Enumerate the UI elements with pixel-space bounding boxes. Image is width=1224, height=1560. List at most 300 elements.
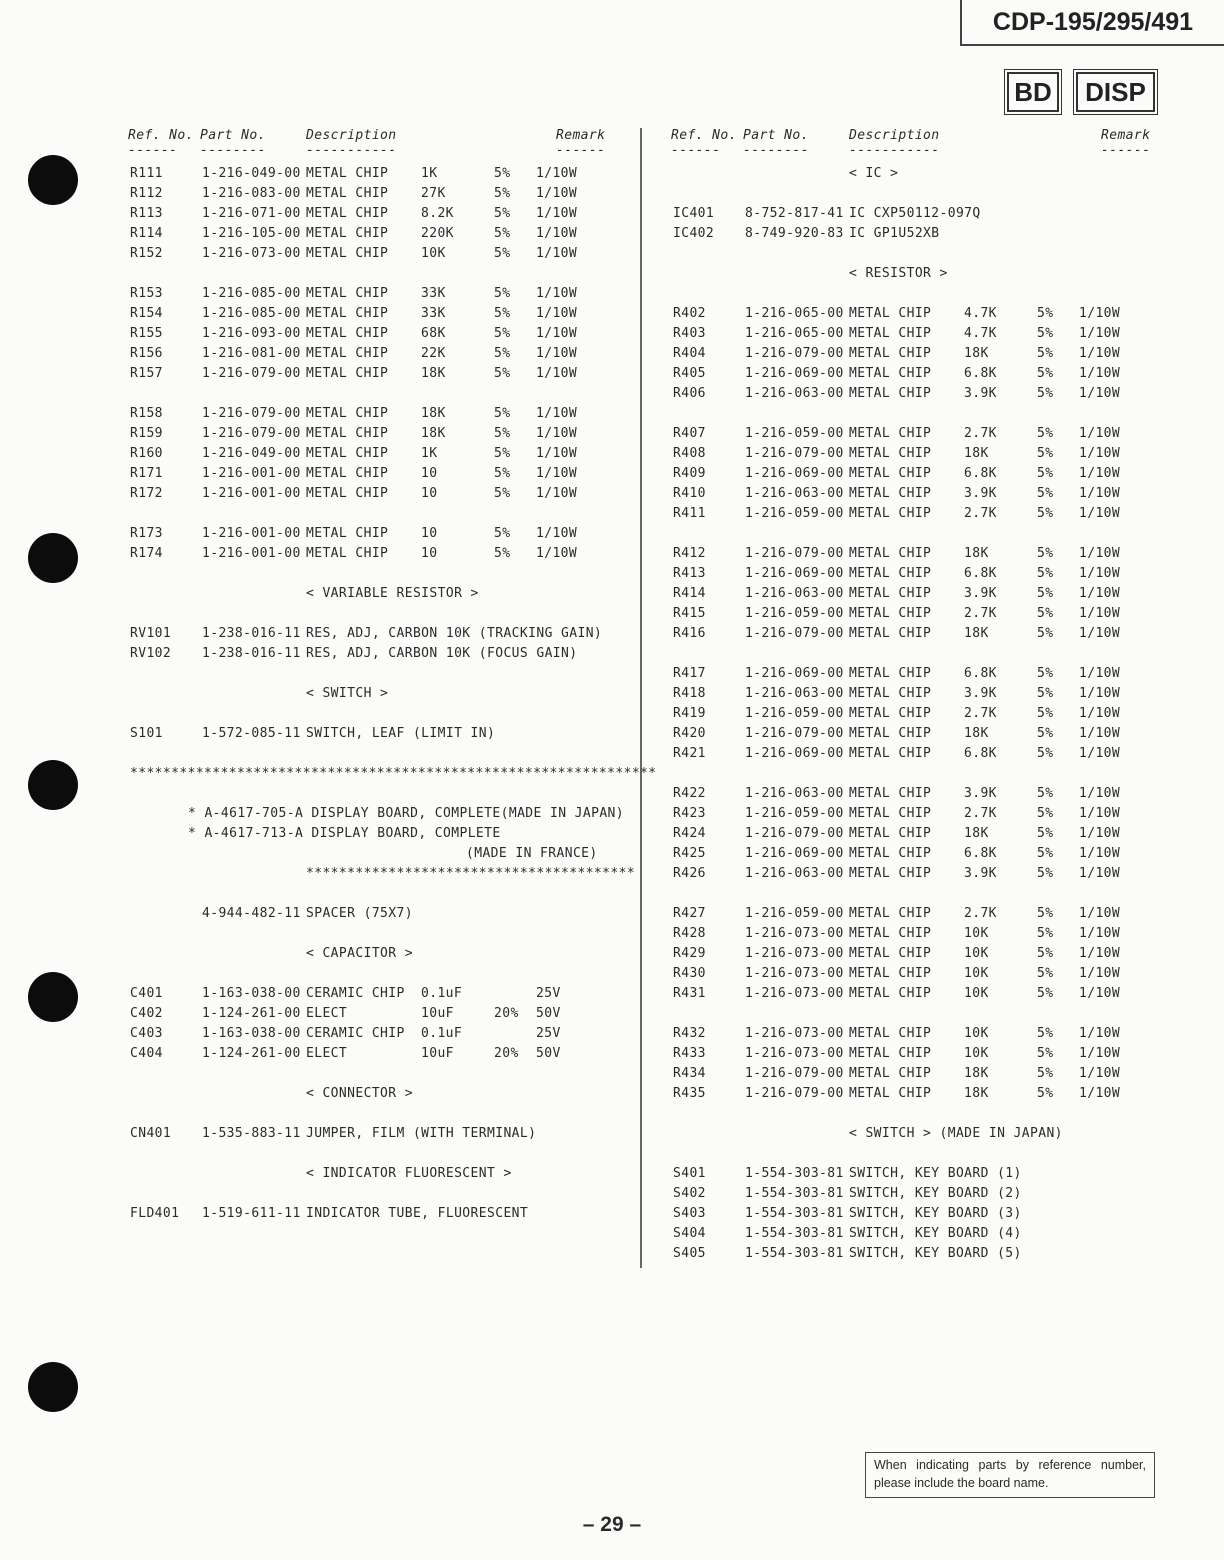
cell-ref: R411 xyxy=(673,506,706,521)
cell-desc: METAL CHIP xyxy=(306,466,389,481)
cell-desc: < CONNECTOR > xyxy=(306,1086,413,1101)
cell-part: 1-216-059-00 xyxy=(745,506,844,521)
cell-desc: < INDICATOR FLUORESCENT > xyxy=(306,1166,512,1181)
parts-row xyxy=(130,764,657,784)
parts-row xyxy=(673,224,1153,244)
parts-row xyxy=(673,304,1153,324)
cell-desc: < VARIABLE RESISTOR > xyxy=(306,586,479,601)
cell-ref: S402 xyxy=(673,1186,706,1201)
cell-ref: R414 xyxy=(673,586,706,601)
cell-t: 5% xyxy=(1037,326,1054,341)
cell-desc: METAL CHIP xyxy=(306,546,389,561)
cell-t: 5% xyxy=(1037,846,1054,861)
cell-v: 2.7K xyxy=(964,426,997,441)
cell-part: 1-216-079-00 xyxy=(745,626,844,641)
cell-ref: R412 xyxy=(673,546,706,561)
blank-row xyxy=(130,1184,620,1204)
parts-row xyxy=(673,324,1153,344)
cell-ref: R410 xyxy=(673,486,706,501)
cell-desc: METAL CHIP xyxy=(849,746,932,761)
blank-row xyxy=(673,1004,1153,1024)
cell-v: 3.9K xyxy=(964,586,997,601)
cell-ref: R408 xyxy=(673,446,706,461)
cell-v: 3.9K xyxy=(964,686,997,701)
cell-t: 5% xyxy=(494,406,511,421)
cell-v: 6.8K xyxy=(964,666,997,681)
cell-v: 18K xyxy=(964,446,989,461)
cell-part: 1-216-073-00 xyxy=(745,1026,844,1041)
cell-desc: < SWITCH > xyxy=(306,686,389,701)
cell-t: 5% xyxy=(1037,346,1054,361)
cell-v: 220K xyxy=(421,226,454,241)
cell-ref: R157 xyxy=(130,366,163,381)
cell-r: 1/10W xyxy=(1079,826,1121,841)
parts-row xyxy=(130,1204,620,1224)
cell-r: 1/10W xyxy=(1079,726,1121,741)
cell-r: 25V xyxy=(536,1026,561,1041)
blank-row xyxy=(130,704,620,724)
cell-desc: METAL CHIP xyxy=(849,946,932,961)
cell-v: 0.1uF xyxy=(421,1026,463,1041)
cell-t: 5% xyxy=(1037,906,1054,921)
blank-row xyxy=(130,1144,620,1164)
blank-row xyxy=(130,884,620,904)
header-rule: ------ xyxy=(671,143,721,158)
cell-t: 5% xyxy=(494,366,511,381)
cell-r: 1/10W xyxy=(536,346,578,361)
cell-v: 3.9K xyxy=(964,866,997,881)
cell-t: 5% xyxy=(1037,446,1054,461)
cell-r: 1/10W xyxy=(536,326,578,341)
cell-r: 1/10W xyxy=(1079,386,1121,401)
cell-v: 2.7K xyxy=(964,606,997,621)
cell-t: 5% xyxy=(494,226,511,241)
blank-row xyxy=(130,604,620,624)
cell-desc: ELECT xyxy=(306,1006,348,1021)
blank-row xyxy=(130,264,620,284)
cell-part: 1-216-063-00 xyxy=(745,866,844,881)
right-parts-list xyxy=(673,164,1153,1264)
cell-part: 1-216-073-00 xyxy=(745,966,844,981)
cell-v: 33K xyxy=(421,286,446,301)
parts-row xyxy=(130,944,620,964)
cell-desc: METAL CHIP xyxy=(849,486,932,501)
cell-desc: SWITCH, KEY BOARD (4) xyxy=(849,1226,1022,1241)
cell-desc: METAL CHIP xyxy=(849,666,932,681)
parts-row xyxy=(130,864,636,884)
cell-ref: R152 xyxy=(130,246,163,261)
cell-r: 1/10W xyxy=(1079,666,1121,681)
cell-r: 1/10W xyxy=(1079,546,1121,561)
cell-r: 1/10W xyxy=(1079,786,1121,801)
cell-desc: IC CXP50112-097Q xyxy=(849,206,981,221)
cell-part: 1-216-079-00 xyxy=(202,366,301,381)
cell-part: 1-535-883-11 xyxy=(202,1126,301,1141)
cell-t: 5% xyxy=(1037,946,1054,961)
cell-ref: R113 xyxy=(130,206,163,221)
header-remark: Remark xyxy=(556,128,606,143)
cell-v: 18K xyxy=(964,1086,989,1101)
parts-row xyxy=(673,1044,1153,1064)
parts-row xyxy=(673,384,1153,404)
cell-part: 1-216-049-00 xyxy=(202,446,301,461)
cell-v: 10 xyxy=(421,466,438,481)
cell-r: 1/10W xyxy=(536,466,578,481)
cell-part: 1-216-079-00 xyxy=(745,1066,844,1081)
parts-row xyxy=(673,444,1153,464)
parts-row xyxy=(673,1184,1153,1204)
cell-desc: METAL CHIP xyxy=(306,346,389,361)
cell-ref: C403 xyxy=(130,1026,163,1041)
cell-ref: R406 xyxy=(673,386,706,401)
cell-ref: RV101 xyxy=(130,626,172,641)
cell-r: 1/10W xyxy=(536,546,578,561)
cell-ref: R433 xyxy=(673,1046,706,1061)
parts-row xyxy=(130,284,620,304)
cell-r: 1/10W xyxy=(536,206,578,221)
parts-row xyxy=(673,464,1153,484)
cell-v: 6.8K xyxy=(964,366,997,381)
parts-row xyxy=(130,224,620,244)
cell-part: 1-519-611-11 xyxy=(202,1206,301,1221)
cell-part: 1-216-001-00 xyxy=(202,466,301,481)
page-number: – 29 – xyxy=(582,1513,642,1536)
cell-r: 1/10W xyxy=(536,426,578,441)
cell-part: 1-554-303-81 xyxy=(745,1166,844,1181)
cell-ref: R415 xyxy=(673,606,706,621)
cell-r: 1/10W xyxy=(1079,706,1121,721)
cell-ref: R413 xyxy=(673,566,706,581)
cell-part: 1-554-303-81 xyxy=(745,1206,844,1221)
cell-t: 5% xyxy=(1037,786,1054,801)
board-name-note: When indicating parts by reference number, please include the board name. xyxy=(865,1452,1155,1498)
cell-t: 5% xyxy=(1037,366,1054,381)
cell-desc: METAL CHIP xyxy=(849,306,932,321)
cell-part: 1-216-069-00 xyxy=(745,566,844,581)
cell-t: 5% xyxy=(494,486,511,501)
blank-row xyxy=(130,384,620,404)
cell-t: 5% xyxy=(1037,606,1054,621)
cell-ref: R424 xyxy=(673,826,706,841)
cell-ref: S404 xyxy=(673,1226,706,1241)
cell-v: 18K xyxy=(964,346,989,361)
cell-part: 1-554-303-81 xyxy=(745,1186,844,1201)
cell-part: 1-216-079-00 xyxy=(745,826,844,841)
parts-row xyxy=(130,844,620,864)
cell-r: 50V xyxy=(536,1006,561,1021)
cell-r: 1/10W xyxy=(1079,966,1121,981)
cell-v: 22K xyxy=(421,346,446,361)
parts-row xyxy=(673,1244,1153,1264)
cell-r: 1/10W xyxy=(1079,366,1121,381)
cell-v: 33K xyxy=(421,306,446,321)
cell-desc: METAL CHIP xyxy=(849,426,932,441)
cell-part: 1-216-081-00 xyxy=(202,346,301,361)
cell-ref: R431 xyxy=(673,986,706,1001)
cell-ref: R432 xyxy=(673,1026,706,1041)
parts-row xyxy=(130,344,620,364)
cell-desc: METAL CHIP xyxy=(849,346,932,361)
cell-ref: R426 xyxy=(673,866,706,881)
blank-row xyxy=(673,1144,1153,1164)
cell-ref: R159 xyxy=(130,426,163,441)
blank-row xyxy=(130,504,620,524)
parts-row xyxy=(673,424,1153,444)
cell-v: 10K xyxy=(964,1026,989,1041)
parts-row xyxy=(673,604,1153,624)
blank-row xyxy=(130,1104,620,1124)
cell-t: 5% xyxy=(1037,586,1054,601)
cell-t: 5% xyxy=(494,246,511,261)
cell-r: 1/10W xyxy=(536,286,578,301)
cell-v: 3.9K xyxy=(964,486,997,501)
cell-v: 10K xyxy=(964,926,989,941)
cell-ref: S405 xyxy=(673,1246,706,1261)
cell-t: 5% xyxy=(1037,506,1054,521)
cell-desc: METAL CHIP xyxy=(849,366,932,381)
parts-row xyxy=(673,624,1153,644)
binder-hole xyxy=(28,1362,78,1412)
cell-desc: METAL CHIP xyxy=(849,706,932,721)
cell-desc: METAL CHIP xyxy=(849,806,932,821)
blank-row xyxy=(130,744,620,764)
blank-row xyxy=(673,244,1153,264)
cell-v: 18K xyxy=(964,546,989,561)
header-remark: Remark xyxy=(1101,128,1151,143)
cell-ref: R421 xyxy=(673,746,706,761)
cell-v: 8.2K xyxy=(421,206,454,221)
cell-r: 1/10W xyxy=(1079,1046,1121,1061)
binder-hole xyxy=(28,533,78,583)
cell-t: 5% xyxy=(1037,1086,1054,1101)
header-ref: Ref. No. xyxy=(128,128,194,143)
cell-r: 1/10W xyxy=(536,306,578,321)
cell-v: 1K xyxy=(421,446,438,461)
cell-desc: SPACER (75X7) xyxy=(306,906,413,921)
cell-r: 1/10W xyxy=(1079,566,1121,581)
left-parts-list xyxy=(130,164,657,1224)
cell-ref: RV102 xyxy=(130,646,172,661)
parts-row xyxy=(130,1024,620,1044)
header-rule: ----------- xyxy=(849,143,940,158)
cell-t: 5% xyxy=(494,326,511,341)
cell-t: 5% xyxy=(1037,1026,1054,1041)
cell-part: 1-216-073-00 xyxy=(202,246,301,261)
cell-v: 10 xyxy=(421,546,438,561)
parts-row xyxy=(130,724,620,744)
cell-part: 1-216-063-00 xyxy=(745,786,844,801)
header-rule: ----------- xyxy=(306,143,397,158)
cell-desc: METAL CHIP xyxy=(306,426,389,441)
cell-part: 1-216-065-00 xyxy=(745,326,844,341)
parts-row xyxy=(130,484,620,504)
right-column-header xyxy=(671,126,1161,160)
cell-t: 5% xyxy=(1037,566,1054,581)
cell-part: 1-216-059-00 xyxy=(745,906,844,921)
cell-v: 18K xyxy=(964,826,989,841)
cell-desc: < RESISTOR > xyxy=(849,266,948,281)
parts-row xyxy=(130,244,620,264)
cell-desc: SWITCH, KEY BOARD (5) xyxy=(849,1246,1022,1261)
cell-desc: RES, ADJ, CARBON 10K (TRACKING GAIN) xyxy=(306,626,603,641)
cell-part: 1-216-079-00 xyxy=(745,546,844,561)
cell-part: 1-216-073-00 xyxy=(745,986,844,1001)
cell-ref: S101 xyxy=(130,726,163,741)
cell-t: 5% xyxy=(1037,306,1054,321)
cell-v: 10 xyxy=(421,526,438,541)
cell-part: 1-216-079-00 xyxy=(745,446,844,461)
cell-ref: R427 xyxy=(673,906,706,921)
cell-part: 1-124-261-00 xyxy=(202,1006,301,1021)
cell-desc: METAL CHIP xyxy=(306,186,389,201)
cell-ref: R419 xyxy=(673,706,706,721)
binder-hole xyxy=(28,760,78,810)
cell-r: 1/10W xyxy=(1079,806,1121,821)
parts-row xyxy=(673,1204,1153,1224)
cell-part: 1-216-093-00 xyxy=(202,326,301,341)
parts-row xyxy=(673,704,1153,724)
cell-ref: R171 xyxy=(130,466,163,481)
cell-desc: METAL CHIP xyxy=(849,686,932,701)
cell-ref: R174 xyxy=(130,546,163,561)
blank-row xyxy=(673,404,1153,424)
cell-v: 18K xyxy=(421,426,446,441)
cell-r: 1/10W xyxy=(1079,866,1121,881)
blank-row xyxy=(673,524,1153,544)
cell-t: 5% xyxy=(494,186,511,201)
cell-t: 5% xyxy=(1037,926,1054,941)
cell-v: 10K xyxy=(421,246,446,261)
parts-row xyxy=(130,984,620,1004)
cell-desc: **************************************** xyxy=(306,866,636,881)
cell-ref: R403 xyxy=(673,326,706,341)
parts-row xyxy=(673,724,1153,744)
cell-v: 10uF xyxy=(421,1006,454,1021)
cell-desc: METAL CHIP xyxy=(306,246,389,261)
cell-r: 1/10W xyxy=(1079,906,1121,921)
cell-t: 5% xyxy=(1037,486,1054,501)
blank-row xyxy=(673,284,1153,304)
parts-row xyxy=(673,784,1153,804)
cell-desc: METAL CHIP xyxy=(306,486,389,501)
cell-v: 18K xyxy=(964,1066,989,1081)
cell-part: 1-238-016-11 xyxy=(202,646,301,661)
cell-ref: R112 xyxy=(130,186,163,201)
cell-part: 1-216-069-00 xyxy=(745,746,844,761)
cell-part: 8-749-920-83 xyxy=(745,226,844,241)
header-part: Part No. xyxy=(200,128,266,143)
cell-ref: R156 xyxy=(130,346,163,361)
parts-row xyxy=(673,344,1153,364)
cell-part: 1-216-069-00 xyxy=(745,666,844,681)
cell-ref: FLD401 xyxy=(130,1206,180,1221)
cell-r: 1/10W xyxy=(1079,346,1121,361)
cell-r: 1/10W xyxy=(536,526,578,541)
cell-r: 1/10W xyxy=(1079,446,1121,461)
cell-t: 5% xyxy=(1037,746,1054,761)
cell-v: 10K xyxy=(964,986,989,1001)
cell-t: 5% xyxy=(1037,686,1054,701)
blank-row xyxy=(130,564,620,584)
cell-v: 1K xyxy=(421,166,438,181)
cell-ref: R407 xyxy=(673,426,706,441)
parts-row xyxy=(673,264,1153,284)
parts-row xyxy=(673,1024,1153,1044)
cell-v: 18K xyxy=(964,726,989,741)
cell-ref: R430 xyxy=(673,966,706,981)
cell-desc: SWITCH, LEAF (LIMIT IN) xyxy=(306,726,496,741)
cell-t: 5% xyxy=(1037,966,1054,981)
cell-v: 10K xyxy=(964,1046,989,1061)
binder-hole xyxy=(28,972,78,1022)
binder-hole xyxy=(28,155,78,205)
cell-t: 5% xyxy=(494,166,511,181)
parts-row xyxy=(130,1124,620,1144)
cell-part: 1-216-085-00 xyxy=(202,286,301,301)
parts-row xyxy=(673,924,1153,944)
cell-t: 5% xyxy=(1037,1066,1054,1081)
header-rule: -------- xyxy=(743,143,809,158)
cell-part: 1-216-059-00 xyxy=(745,606,844,621)
cell-r: 1/10W xyxy=(536,366,578,381)
cell-t: 5% xyxy=(1037,986,1054,1001)
cell-r: 1/10W xyxy=(536,246,578,261)
cell-v: (MADE IN FRANCE) xyxy=(466,846,598,861)
cell-part: 1-216-001-00 xyxy=(202,486,301,501)
cell-v: 10K xyxy=(964,966,989,981)
cell-ref: CN401 xyxy=(130,1126,172,1141)
cell-ref: R154 xyxy=(130,306,163,321)
cell-ref: R114 xyxy=(130,226,163,241)
cell-desc: METAL CHIP xyxy=(306,366,389,381)
cell-r: 1/10W xyxy=(1079,486,1121,501)
cell-ref: R435 xyxy=(673,1086,706,1101)
cell-r: 1/10W xyxy=(536,446,578,461)
cell-part: 1-216-001-00 xyxy=(202,546,301,561)
cell-part: 1-216-079-00 xyxy=(202,406,301,421)
cell-desc: SWITCH, KEY BOARD (1) xyxy=(849,1166,1022,1181)
blank-row xyxy=(130,1064,620,1084)
parts-row xyxy=(673,904,1153,924)
cell-v: 2.7K xyxy=(964,806,997,821)
parts-row xyxy=(130,184,620,204)
cell-part: 1-554-303-81 xyxy=(745,1246,844,1261)
cell-part: 1-216-079-00 xyxy=(745,1086,844,1101)
cell-v: 10 xyxy=(421,486,438,501)
cell-t: 5% xyxy=(494,306,511,321)
cell-desc: METAL CHIP xyxy=(306,226,389,241)
cell-v: 68K xyxy=(421,326,446,341)
cell-desc: METAL CHIP xyxy=(849,906,932,921)
cell-desc: METAL CHIP xyxy=(849,726,932,741)
cell-part: 1-216-083-00 xyxy=(202,186,301,201)
blank-row xyxy=(130,784,620,804)
cell-v: 6.8K xyxy=(964,746,997,761)
cell-part: 1-163-038-00 xyxy=(202,986,301,1001)
cell-ref: C402 xyxy=(130,1006,163,1021)
cell-part: * A-4617-705-A DISPLAY BOARD, COMPLETE(MADE IN JAPAN) xyxy=(188,806,625,821)
cell-desc: METAL CHIP xyxy=(849,386,932,401)
cell-v: 3.9K xyxy=(964,786,997,801)
parts-row xyxy=(130,804,625,824)
parts-row xyxy=(673,1124,1153,1144)
cell-ref: R160 xyxy=(130,446,163,461)
cell-r: 1/10W xyxy=(1079,926,1121,941)
cell-desc: INDICATOR TUBE, FLUORESCENT xyxy=(306,1206,529,1221)
parts-row xyxy=(130,1004,620,1024)
cell-part: 1-216-079-00 xyxy=(745,346,844,361)
cell-r: 1/10W xyxy=(1079,686,1121,701)
